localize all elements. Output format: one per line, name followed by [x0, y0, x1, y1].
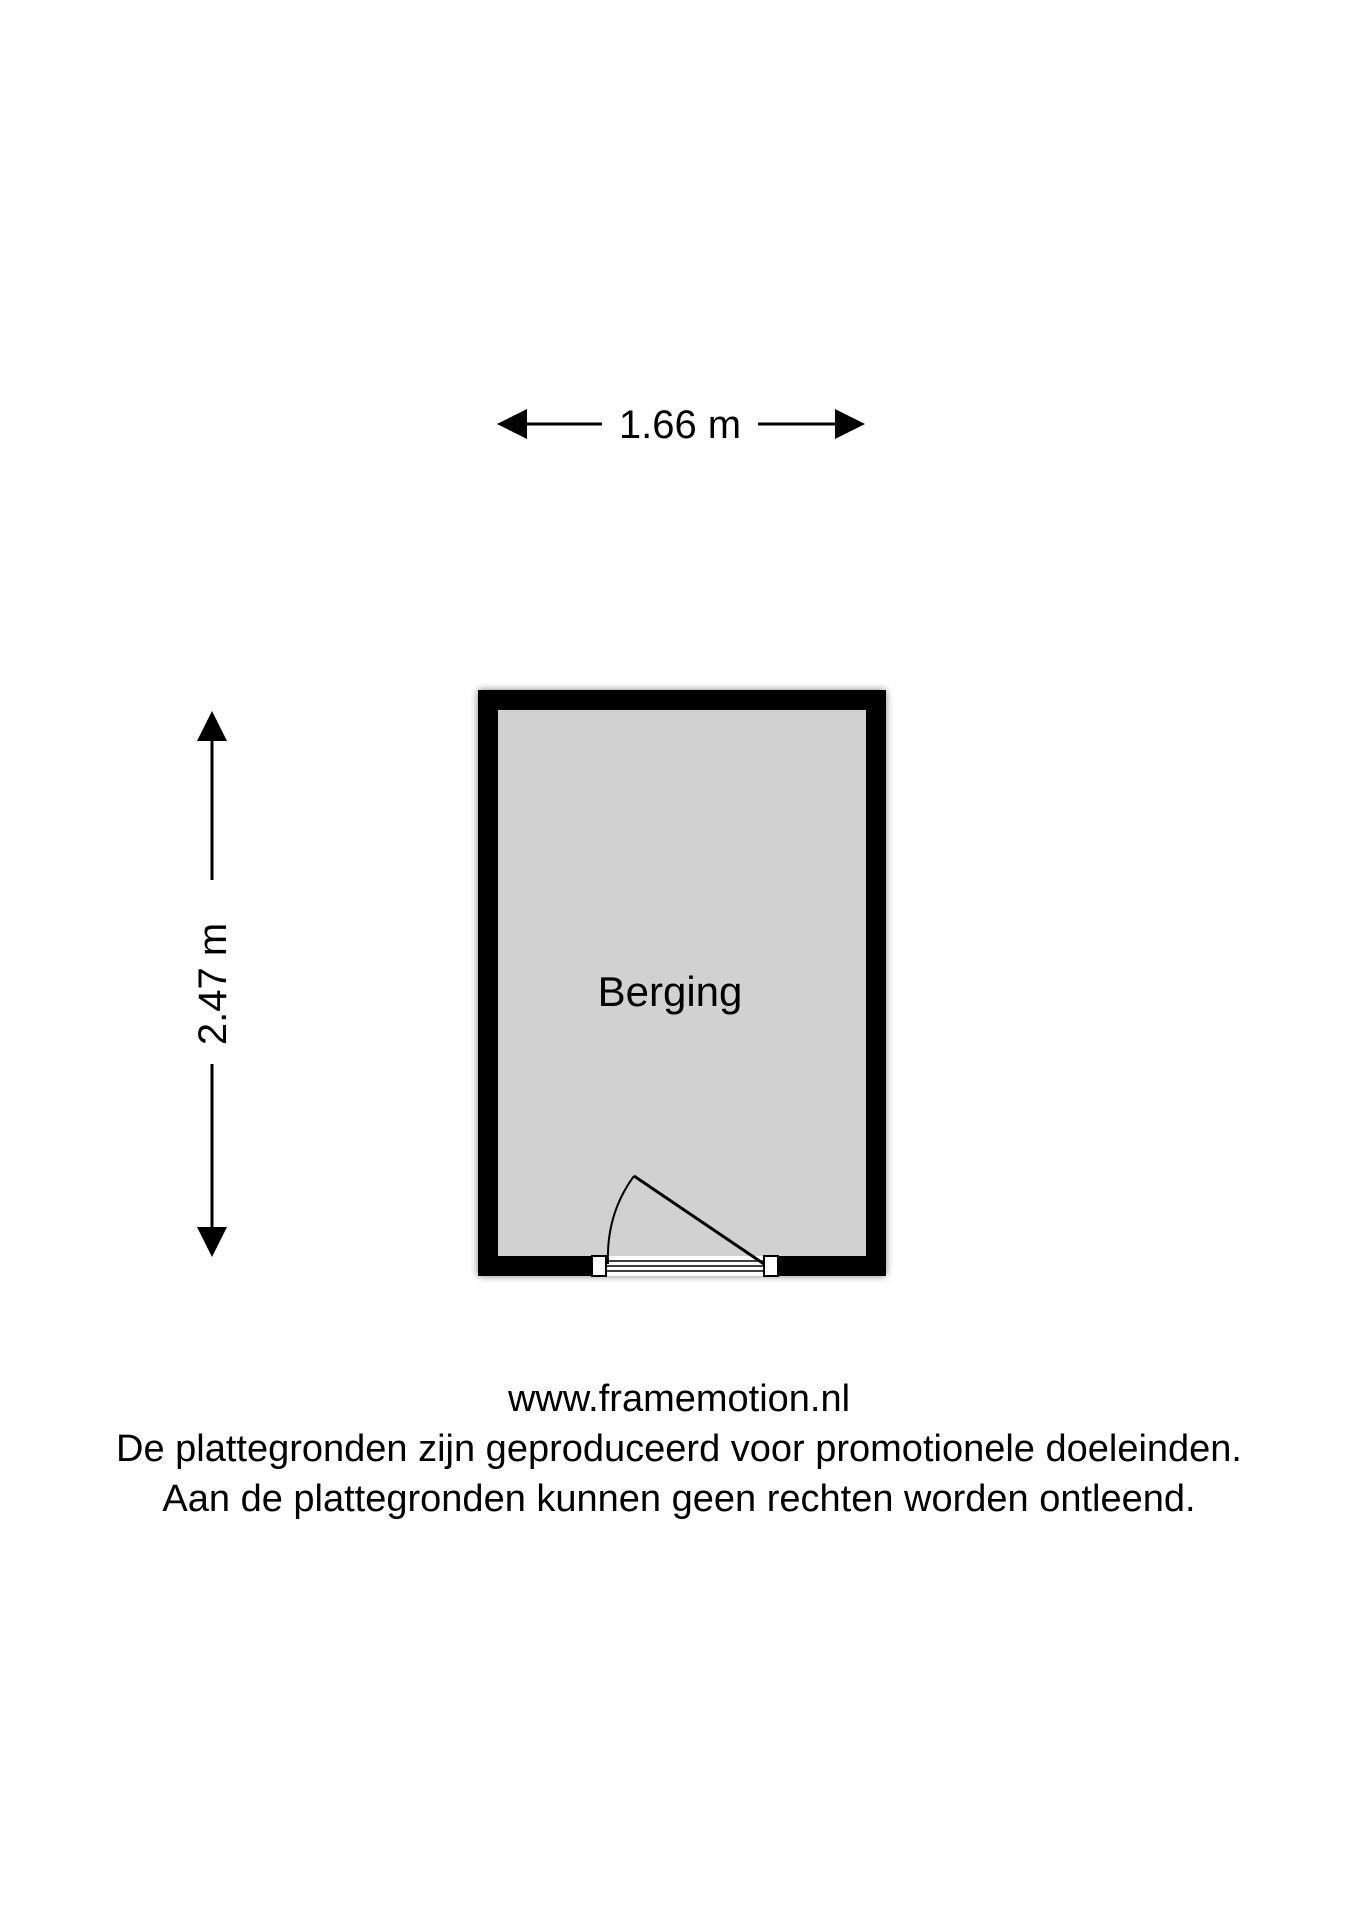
- disclaimer-footer: [0, 1374, 1358, 1524]
- width-dimension: [500, 403, 862, 447]
- height-label: 2.47 m: [191, 922, 235, 1046]
- door-jamb-right: [764, 1256, 778, 1276]
- room-label: Berging: [597, 968, 743, 1015]
- door-jamb-left: [592, 1256, 606, 1276]
- height-dimension: [191, 714, 235, 1254]
- website-url: www.framemotion.nl: [507, 1378, 851, 1420]
- disclaimer-line-2: Aan de plattegronden kunnen geen rechten worden ontleend.: [162, 1478, 1196, 1520]
- disclaimer-line-1: De plattegronden zijn geproduceerd voor promotionele doeleinden.: [116, 1428, 1242, 1470]
- width-label: 1.66 m: [618, 403, 742, 447]
